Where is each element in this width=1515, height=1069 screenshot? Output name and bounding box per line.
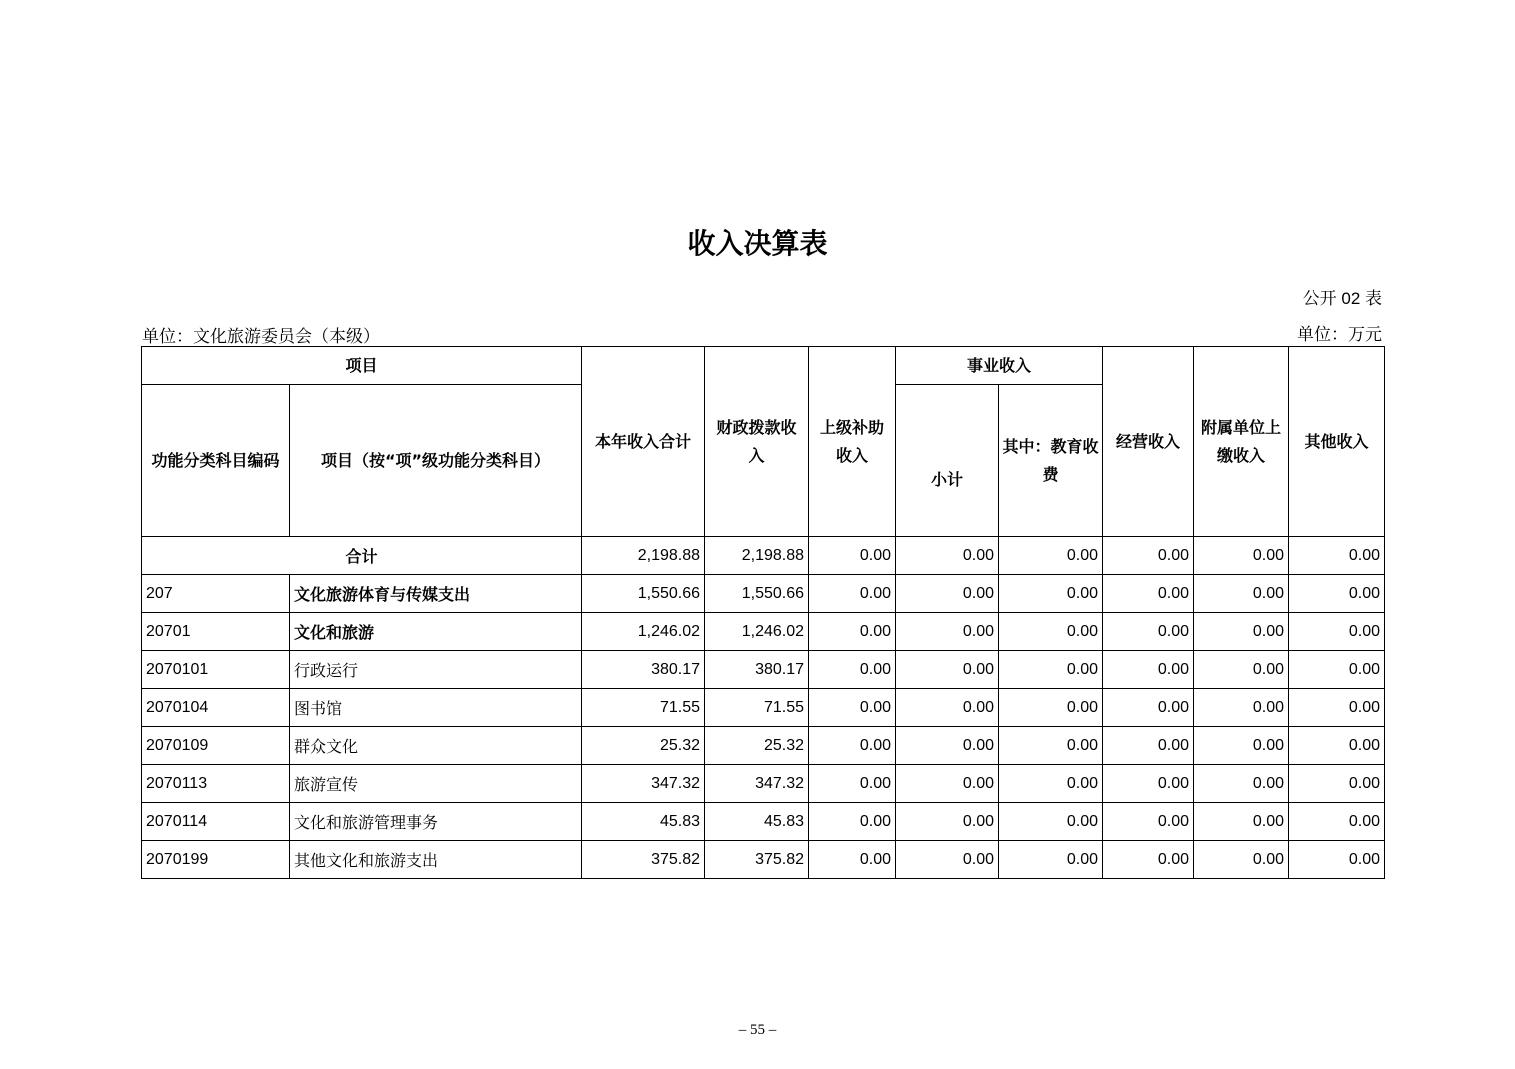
row-value: 0.00 xyxy=(1194,575,1289,613)
row-value: 0.00 xyxy=(896,727,999,765)
row-name: 群众文化 xyxy=(290,727,582,765)
row-value: 0.00 xyxy=(999,765,1103,803)
total-row xyxy=(142,537,1385,575)
header-other: 其他收入 xyxy=(1289,347,1385,537)
row-value: 0.00 xyxy=(999,613,1103,651)
document-title: 收入决算表 xyxy=(687,227,828,260)
row-value: 0.00 xyxy=(809,727,896,765)
row-value: 1,246.02 xyxy=(705,613,809,651)
row-value: 71.55 xyxy=(582,689,705,727)
row-value: 1,550.66 xyxy=(582,575,705,613)
row-name: 图书馆 xyxy=(290,689,582,727)
row-value: 0.00 xyxy=(999,803,1103,841)
row-code: 2070101 xyxy=(142,651,290,689)
row-value: 375.82 xyxy=(582,841,705,879)
row-value: 0.00 xyxy=(1194,841,1289,879)
row-value: 1,246.02 xyxy=(582,613,705,651)
row-value: 0.00 xyxy=(1289,803,1385,841)
total-label: 合计 xyxy=(142,537,582,575)
row-name: 行政运行 xyxy=(290,651,582,689)
row-value: 0.00 xyxy=(999,651,1103,689)
row-name: 文化和旅游 xyxy=(290,613,582,651)
row-name: 文化旅游体育与传媒支出 xyxy=(290,575,582,613)
row-value: 0.00 xyxy=(1194,727,1289,765)
row-value: 1,550.66 xyxy=(705,575,809,613)
header-business: 经营收入 xyxy=(1103,347,1194,537)
row-value: 0.00 xyxy=(809,765,896,803)
row-value: 0.00 xyxy=(1103,575,1194,613)
header-name: 项目（按“项”级功能分类科目） xyxy=(290,385,582,537)
table-row xyxy=(142,613,1385,651)
row-value: 0.00 xyxy=(1103,727,1194,765)
row-value: 380.17 xyxy=(582,651,705,689)
row-value: 0.00 xyxy=(1103,613,1194,651)
table-row xyxy=(142,575,1385,613)
row-value: 71.55 xyxy=(705,689,809,727)
table-row xyxy=(142,803,1385,841)
row-value: 0.00 xyxy=(896,765,999,803)
row-value: 0.00 xyxy=(1194,689,1289,727)
row-value: 0.00 xyxy=(1103,689,1194,727)
row-value: 0.00 xyxy=(1103,651,1194,689)
form-number: 公开 02 表 xyxy=(1302,289,1382,308)
row-value: 0.00 xyxy=(809,689,896,727)
row-value: 0.00 xyxy=(809,841,896,879)
row-value: 0.00 xyxy=(1289,689,1385,727)
row-value: 0.00 xyxy=(1103,841,1194,879)
row-code: 207 xyxy=(142,575,290,613)
row-code: 20701 xyxy=(142,613,290,651)
row-value: 0.00 xyxy=(809,575,896,613)
row-value: 0.00 xyxy=(809,651,896,689)
page-number: – 55 – xyxy=(738,1022,777,1038)
total-value: 0.00 xyxy=(896,537,999,575)
row-value: 0.00 xyxy=(1289,613,1385,651)
total-value: 0.00 xyxy=(1194,537,1289,575)
row-value: 0.00 xyxy=(1289,651,1385,689)
row-value: 0.00 xyxy=(896,689,999,727)
row-value: 45.83 xyxy=(705,803,809,841)
total-value: 2,198.88 xyxy=(705,537,809,575)
row-value: 347.32 xyxy=(705,765,809,803)
row-value: 0.00 xyxy=(809,613,896,651)
header-total-income: 本年收入合计 xyxy=(582,347,705,537)
row-value: 0.00 xyxy=(1289,727,1385,765)
row-value: 380.17 xyxy=(705,651,809,689)
row-value: 0.00 xyxy=(896,575,999,613)
header-fiscal: 财政拨款收入 xyxy=(705,347,809,537)
header-education: 其中：教育收费 xyxy=(999,385,1103,537)
row-value: 25.32 xyxy=(705,727,809,765)
row-value: 0.00 xyxy=(999,841,1103,879)
row-name: 其他文化和旅游支出 xyxy=(290,841,582,879)
row-value: 0.00 xyxy=(809,803,896,841)
table-row xyxy=(142,765,1385,803)
table-row xyxy=(142,841,1385,879)
table-row xyxy=(142,727,1385,765)
header-career-income: 事业收入 xyxy=(896,347,1103,385)
total-value: 0.00 xyxy=(809,537,896,575)
row-value: 0.00 xyxy=(896,613,999,651)
row-value: 45.83 xyxy=(582,803,705,841)
row-name: 文化和旅游管理事务 xyxy=(290,803,582,841)
row-value: 0.00 xyxy=(1194,651,1289,689)
row-value: 347.32 xyxy=(582,765,705,803)
row-code: 2070199 xyxy=(142,841,290,879)
table-row xyxy=(142,689,1385,727)
row-name: 旅游宣传 xyxy=(290,765,582,803)
total-value: 0.00 xyxy=(1289,537,1385,575)
row-value: 0.00 xyxy=(1289,841,1385,879)
row-code: 2070104 xyxy=(142,689,290,727)
header-superior: 上级补助收入 xyxy=(809,347,896,537)
header-project: 项目 xyxy=(142,347,582,385)
row-value: 0.00 xyxy=(1103,803,1194,841)
row-value: 0.00 xyxy=(1289,575,1385,613)
row-value: 0.00 xyxy=(1289,765,1385,803)
row-value: 375.82 xyxy=(705,841,809,879)
total-value: 2,198.88 xyxy=(582,537,705,575)
row-value: 0.00 xyxy=(1194,613,1289,651)
row-code: 2070109 xyxy=(142,727,290,765)
row-value: 0.00 xyxy=(999,575,1103,613)
unit-currency: 单位：万元 xyxy=(1297,325,1382,344)
row-value: 0.00 xyxy=(999,727,1103,765)
total-value: 0.00 xyxy=(999,537,1103,575)
table-row xyxy=(142,651,1385,689)
header-subtotal: 小计 xyxy=(896,385,999,537)
header-code: 功能分类科目编码 xyxy=(142,385,290,537)
row-value: 0.00 xyxy=(896,841,999,879)
total-value: 0.00 xyxy=(1103,537,1194,575)
income-table xyxy=(141,346,1385,879)
row-code: 2070114 xyxy=(142,803,290,841)
header-affiliated: 附属单位上缴收入 xyxy=(1194,347,1289,537)
row-value: 0.00 xyxy=(1194,765,1289,803)
row-value: 0.00 xyxy=(896,803,999,841)
row-value: 0.00 xyxy=(1194,803,1289,841)
row-value: 0.00 xyxy=(999,689,1103,727)
row-value: 25.32 xyxy=(582,727,705,765)
unit-organization: 单位：文化旅游委员会（本级） xyxy=(142,327,380,346)
row-value: 0.00 xyxy=(1103,765,1194,803)
row-code: 2070113 xyxy=(142,765,290,803)
row-value: 0.00 xyxy=(896,651,999,689)
